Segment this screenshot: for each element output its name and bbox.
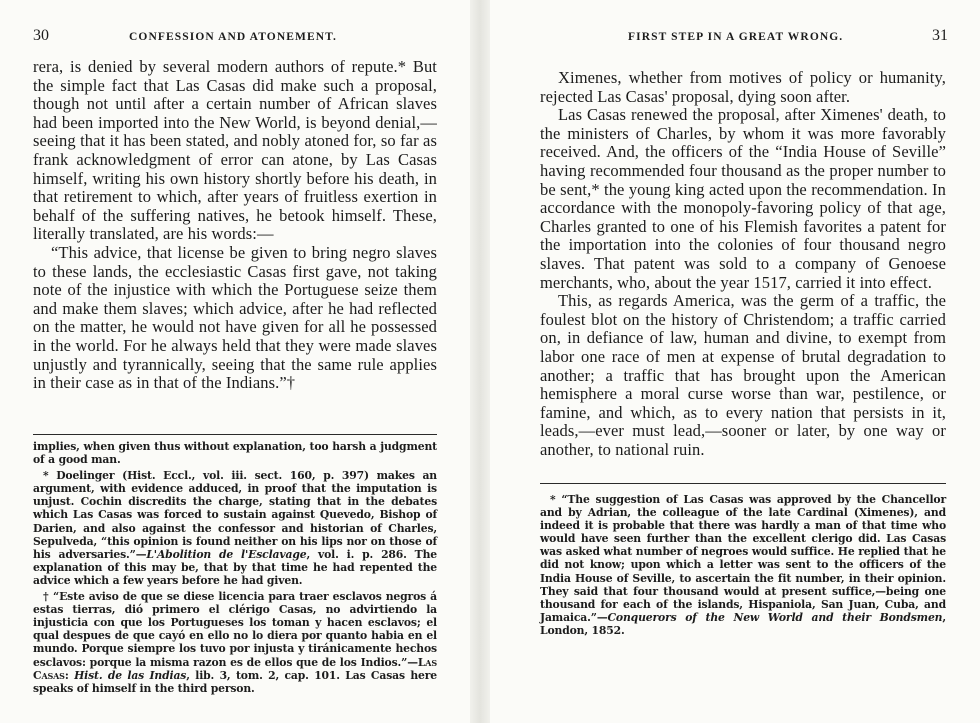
left-footnote-asterisk: * Doelinger (Hist. Eccl., vol. iii. sect. 160, p. 397) makes an argument, with evidence adduced, in proof that the imputation is unjust. Cochin discredits the charge, stating that in the debates which Las Casas was forced to sustain against Quevedo, Bishop of Darien, and also against the confessor and historian of Charles, Sepulveda, “this opinion is found neither on his lips nor on those of his adversaries.”—L'Abolition de l'Esclavage, vol. i. p. 286. The explanation of this may be, that by that time he had repented the advice which a few years before he had given. xyxy=(33,469,437,587)
right-running-title: FIRST STEP IN A GREAT WRONG. xyxy=(628,31,844,43)
right-paragraph-2: Las Casas renewed the proposal, after Ximenes' death, to the ministers of Charles, by whom it was more favorably received. And, the officers of the “India House of Seville” having recommended four thousand as the proper number to be sent,* the young king acted upon the recommendation. In accordance with the monopoly-favoring policy of that age, Charles granted to one of his Flemish favorites a patent for the importation into the colonies of four thousand negro slaves. That patent was sold to a company of Genoese merchants, who, about the year 1517, carried it into effect. xyxy=(540,105,946,292)
left-footnotes xyxy=(33,440,437,698)
left-footnote-continuation: implies, when given thus without explanation, too harsh a judgment of a good man. xyxy=(33,440,437,467)
left-running-title: CONFESSION AND ATONEMENT. xyxy=(129,31,338,43)
left-body-text xyxy=(33,58,437,393)
left-footnote-rule xyxy=(33,434,437,435)
left-footnote-dagger: † “Este aviso de que se diese licencia para traer esclavos negros á estas tierras, dió primero el clérigo Casas, no advirtiendo la injusticia con que los Portugueses los toman y hacen esclavos; el qual despues de que cayó en ello no lo diera por quanto habia en el mundo. Porque siempre los tuvo por injusta y tiránicamente hechos esclavos: porque la misma razon es de ellos que de los Indios.”—Las Casas: Hist. de las Indias, lib. 3, tom. 2, cap. 101. Las Casas here speaks of himself in the third person. xyxy=(33,590,437,695)
right-running-head xyxy=(490,28,980,50)
left-page-number: 30 xyxy=(33,27,49,44)
left-paragraph-2: “This advice, that license be given to bring negro slaves to these lands, the ecclesiastic Casas first gave, not taking note of the injustice with which the Portuguese seize them and make them slaves; which advice, after he had reflected on the matter, he would not have given for all he possessed in the world. For he always held that they were made slaves unjustly and tyrannically, seeing that the same rule applies in their case as in that of the Indians.”† xyxy=(33,242,437,393)
right-footnotes xyxy=(540,493,946,640)
book-gutter xyxy=(470,0,490,723)
left-paragraph-1: rera, is denied by several modern authors of repute.* But the simple fact that Las Casas did make such a proposal, though not until after a certain number of African slaves had been imported into the New World, is beyond denial,—seeing that it has been stated, and nobly atoned for, so far as frank acknowledgment of error can atone, by Las Casas himself, writing his own history shortly before his death, in that retirement to which, after years of fruitless exertion in behalf of the suffering natives, he betook himself. These, literally translated, are his words:— xyxy=(33,57,437,244)
right-footnote-rule xyxy=(540,483,946,484)
left-page xyxy=(0,0,470,723)
left-running-head xyxy=(0,28,470,50)
right-paragraph-3: This, as regards America, was the germ of a traffic, the foulest blot on the history of Christendom; a traffic carried on, in defiance of law, human and divine, to exempt from labor one race of men at expense of brutal degradation to another; a traffic that has brought upon the American hemisphere a moral curse worse than war, pestilence, or famine, and which, as to every nation that persists in it, leads,—ever must lead,—sooner or later, by one way or another, to national ruin. xyxy=(540,291,946,459)
right-paragraph-1: Ximenes, whether from motives of policy or humanity, rejected Las Casas' proposal, dying soon after. xyxy=(540,68,946,106)
right-body-text xyxy=(540,69,946,459)
right-page xyxy=(490,0,980,723)
right-footnote-asterisk: * “The suggestion of Las Casas was approved by the Chancellor and by Adrian, the colleague of the late Cardinal (Ximenes), and indeed it is probable that there was hardly a man of that time who would have seen further than the excellent clerigo did. Las Casas was asked what number of negroes would suffice. He replied that he did not know; upon which a letter was sent to the officers of the India House of Seville, to ascertain the fit number, in their opinion. They said that four thousand would at present suffice,—being one thousand for each of the islands, Hispaniola, San Juan, Cuba, and Jamaica.”—Conquerors of the New World and their Bondsmen, London, 1852. xyxy=(540,493,946,637)
right-page-number: 31 xyxy=(932,27,948,44)
